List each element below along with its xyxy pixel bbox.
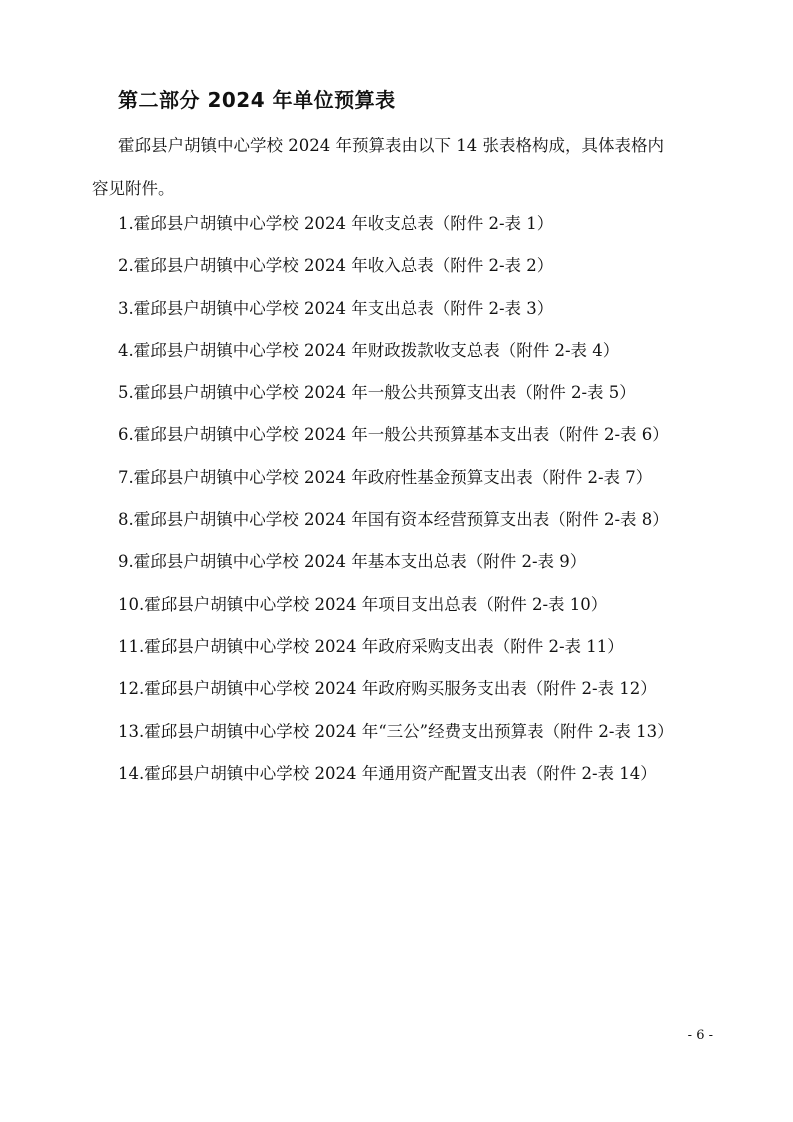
list-item: 6.霍邱县户胡镇中心学校 2024 年一般公共预算基本支出表（附件 2-表 6） [118, 425, 669, 445]
list-item: 5.霍邱县户胡镇中心学校 2024 年一般公共预算支出表（附件 2-表 5） [118, 383, 636, 403]
intro-paragraph-continuation: 容见附件。 [92, 179, 175, 198]
list-item: 11.霍邱县户胡镇中心学校 2024 年政府采购支出表（附件 2-表 11） [118, 636, 624, 656]
section-heading: 第二部分 2024 年单位预算表 [118, 88, 396, 112]
intro-paragraph: 霍邱县户胡镇中心学校 2024 年预算表由以下 14 张表格构成，具体表格内 [118, 136, 664, 155]
list-item: 8.霍邱县户胡镇中心学校 2024 年国有资本经营预算支出表（附件 2-表 8） [118, 510, 669, 530]
list-item: 2.霍邱县户胡镇中心学校 2024 年收入总表（附件 2-表 2） [118, 256, 554, 276]
list-item: 4.霍邱县户胡镇中心学校 2024 年财政拨款收支总表（附件 2-表 4） [118, 340, 620, 360]
list-item: 1.霍邱县户胡镇中心学校 2024 年收支总表（附件 2-表 1） [118, 214, 554, 233]
page-number: - 6 - [687, 1028, 713, 1043]
list-item: 10.霍邱县户胡镇中心学校 2024 年项目支出总表（附件 2-表 10） [118, 594, 608, 614]
list-item: 14.霍邱县户胡镇中心学校 2024 年通用资产配置支出表（附件 2-表 14） [118, 763, 657, 783]
table-list [118, 203, 674, 795]
list-item: 12.霍邱县户胡镇中心学校 2024 年政府购买服务支出表（附件 2-表 12） [118, 679, 657, 699]
list-item: 13.霍邱县户胡镇中心学校 2024 年“三公”经费支出预算表（附件 2-表 13） [118, 721, 674, 741]
list-item: 3.霍邱县户胡镇中心学校 2024 年支出总表（附件 2-表 3） [118, 298, 554, 318]
list-item: 7.霍邱县户胡镇中心学校 2024 年政府性基金预算支出表（附件 2-表 7） [118, 467, 653, 487]
list-item: 9.霍邱县户胡镇中心学校 2024 年基本支出总表（附件 2-表 9） [118, 552, 587, 572]
